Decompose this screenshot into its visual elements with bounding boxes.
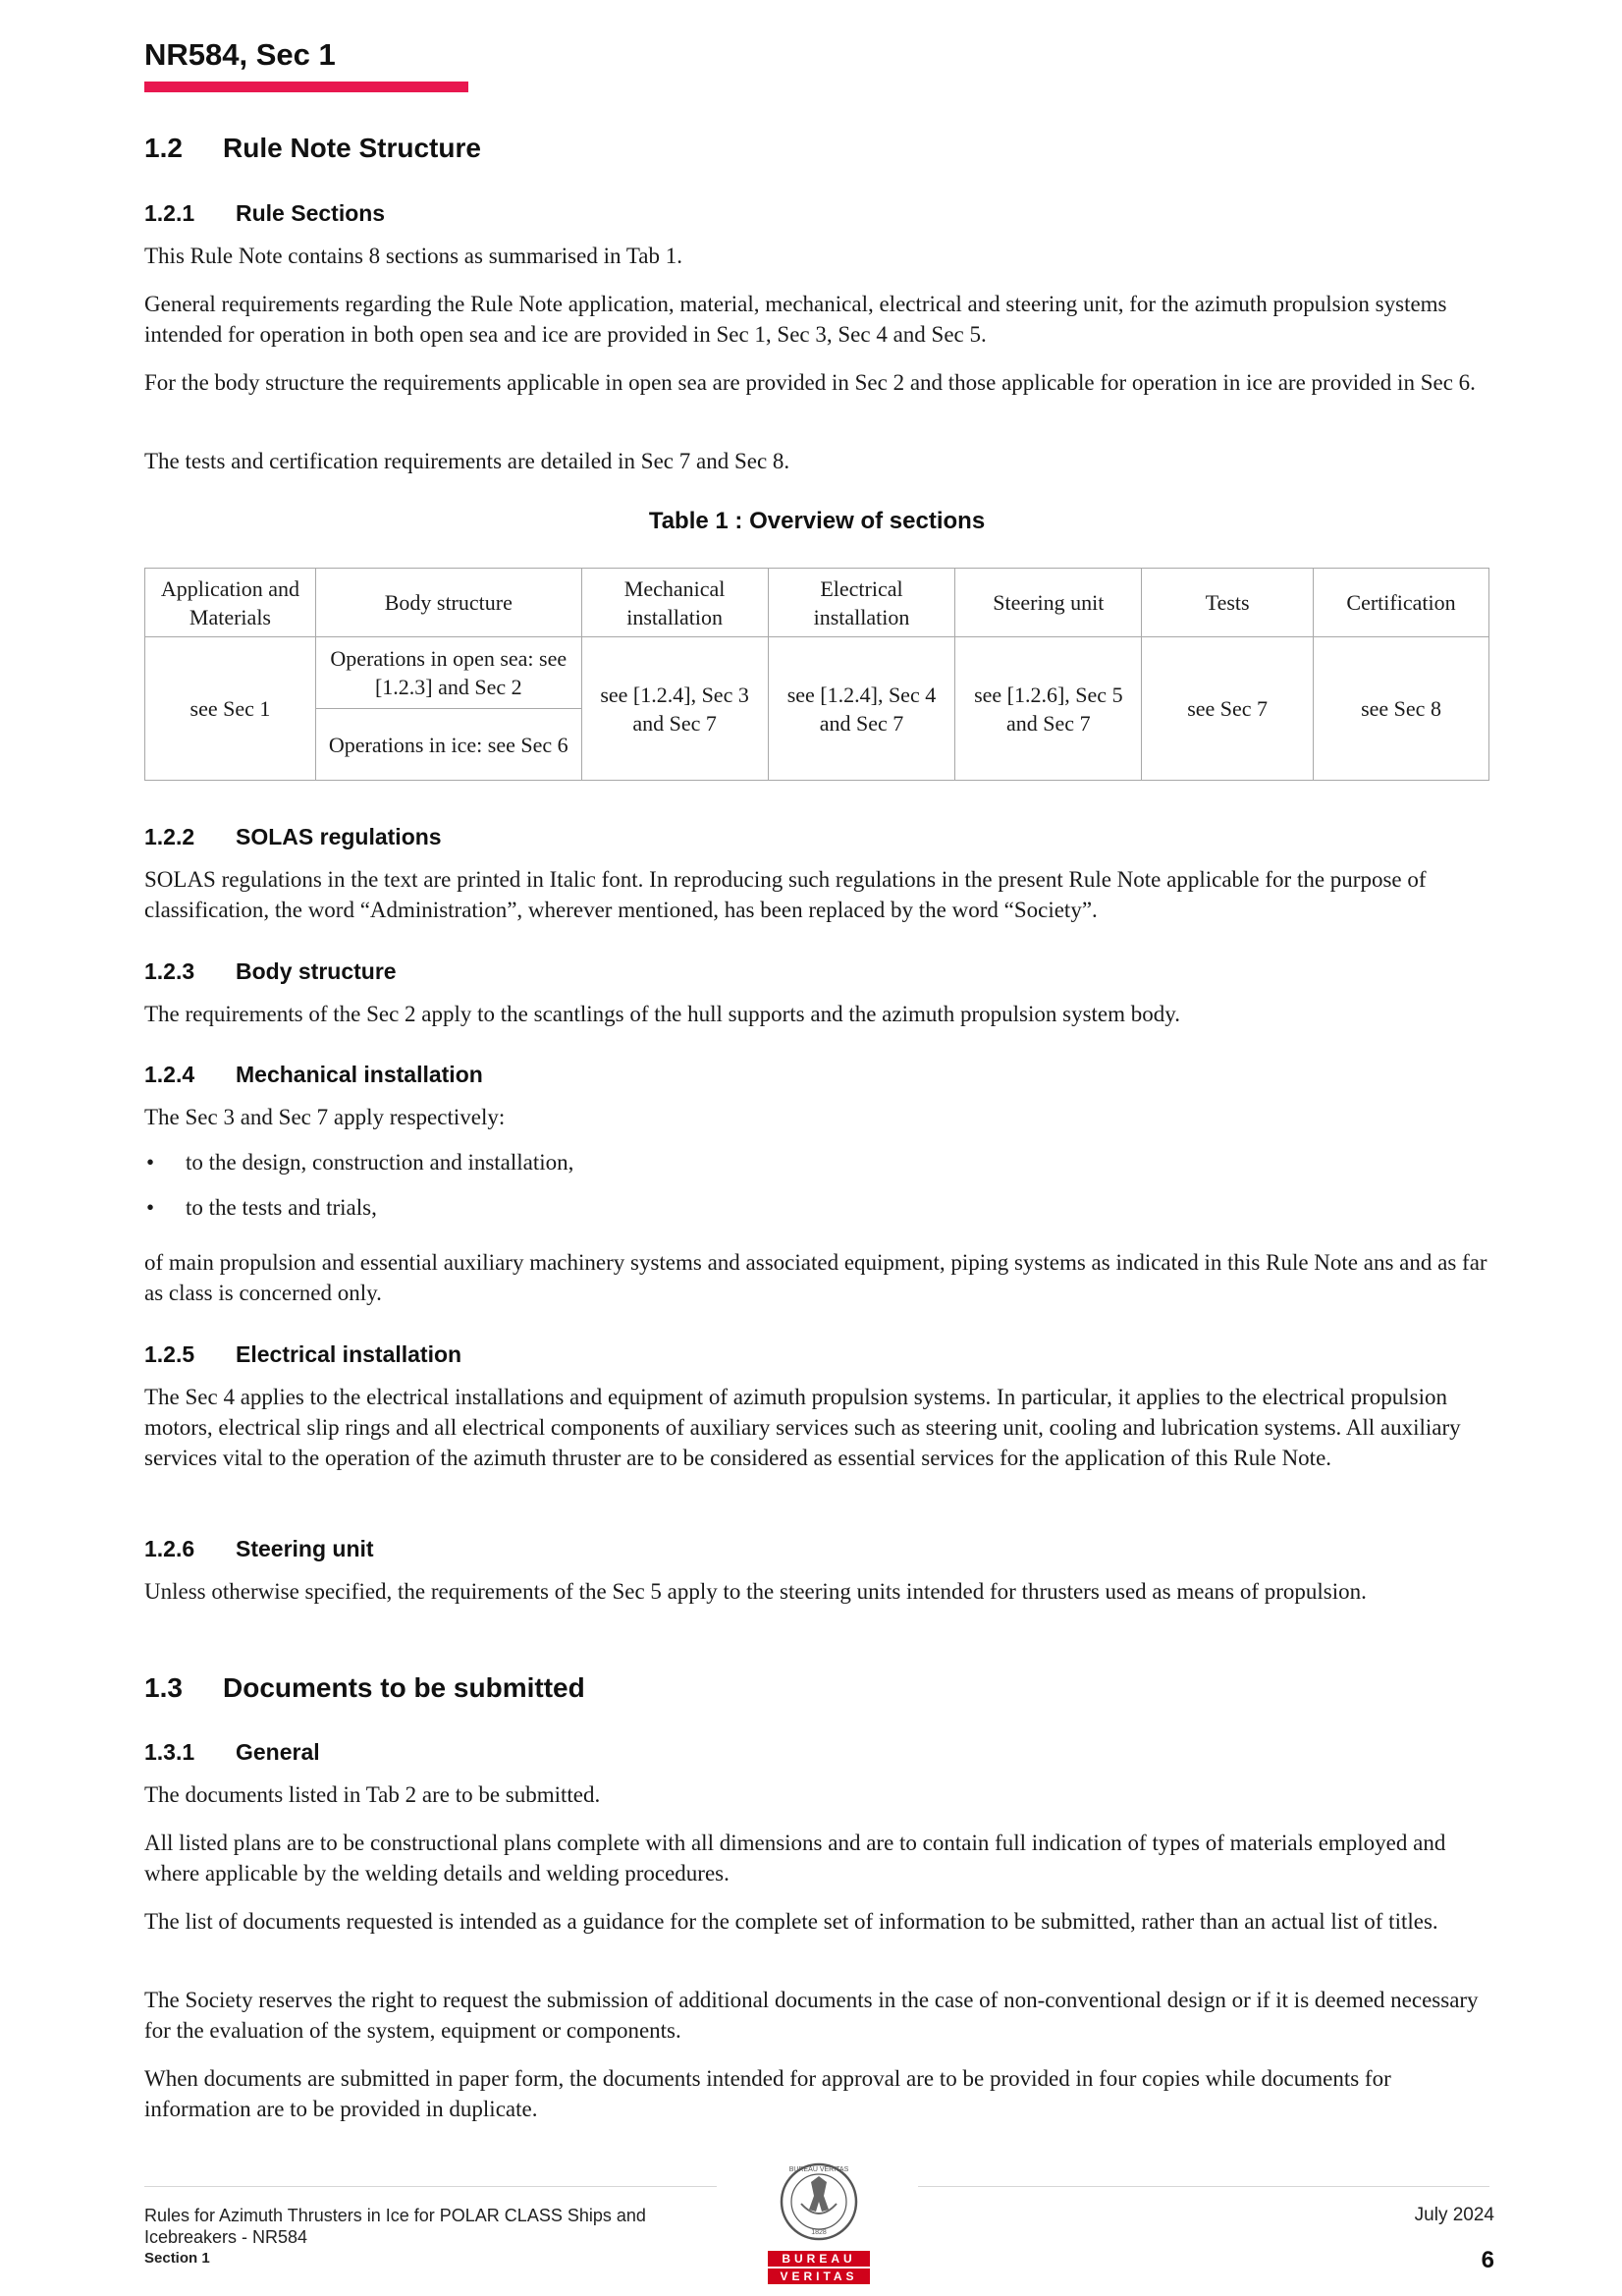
logo-label-bottom: VERITAS	[768, 2269, 870, 2284]
list-item-text: to the tests and trials,	[186, 1195, 377, 1220]
subsection-number: 1.2.2	[144, 824, 195, 849]
paragraph: The tests and certification requirements are detailed in Sec 7 and Sec 8.	[144, 449, 790, 473]
logo-ring-text: BUREAU VERITAS	[788, 2166, 849, 2173]
subsection-title: General	[236, 1739, 320, 1765]
section-title: Rule Note Structure	[223, 133, 481, 163]
footer-rule-left	[144, 2186, 717, 2187]
paragraph: All listed plans are to be constructional plans complete with all dimensions and are to contain full indication of types of materials employed and where applicable by the welding details and welding procedures.	[144, 1831, 1446, 1886]
section-heading-1-3	[144, 1672, 585, 1704]
footer-doc-title-line1: Rules for Azimuth Thrusters in Ice for POLAR CLASS Ships and	[144, 2206, 646, 2225]
table-cell: see [1.2.6], Sec 5 and Sec 7	[955, 637, 1142, 781]
paragraph: When documents are submitted in paper form, the documents intended for approval are to be provided in four copies while documents for information are to be provided in duplicate.	[144, 2066, 1391, 2121]
subsection-number: 1.2.1	[144, 200, 195, 226]
table-header-cell: Mechanical installation	[581, 569, 768, 637]
table-cell: see Sec 7	[1142, 637, 1314, 781]
subsection-heading-1-2-1	[144, 200, 385, 227]
subsection-number: 1.2.3	[144, 958, 195, 984]
overview-table	[144, 568, 1489, 781]
table-header-cell: Tests	[1142, 569, 1314, 637]
section-number: 1.3	[144, 1672, 183, 1703]
table-caption: Table 1 : Overview of sections	[648, 508, 986, 534]
list-item-text: to the design, construction and installation,	[186, 1150, 574, 1175]
table-cell: Operations in ice: see Sec 6	[315, 709, 581, 781]
paragraph: The Sec 4 applies to the electrical installations and equipment of azimuth propulsion systems. In particular, it applies to the electrical propulsion motors, electrical slip rings and all electrical components of auxiliary services such as steering unit, cooling and lubrication systems. All auxiliary services vital to the operation of the azimuth thruster are to be considered as essential services for the application of this Rule Note.	[144, 1385, 1461, 1470]
table-header-cell: Certification	[1314, 569, 1489, 637]
paragraph: The Society reserves the right to request the submission of additional documents in the case of non-conventional design or if it is deemed necessary for the evaluation of the system, equipment or components.	[144, 1988, 1479, 2043]
paragraph: General requirements regarding the Rule Note application, material, mechanical, electrical and steering unit, for the azimuth propulsion systems intended for operation in both open sea and ice are provided in Sec 1, Sec 3, Sec 4 and Sec 5.	[144, 292, 1447, 347]
paragraph: The documents listed in Tab 2 are to be submitted.	[144, 1782, 601, 1807]
footer-doc-title-line2: Icebreakers - NR584	[144, 2227, 308, 2247]
section-title: Documents to be submitted	[223, 1672, 585, 1703]
subsection-title: Electrical installation	[236, 1341, 462, 1367]
table-header-cell: Body structure	[315, 569, 581, 637]
paragraph: The list of documents requested is intended as a guidance for the complete set of information to be submitted, rather than an actual list of titles.	[144, 1909, 1438, 1934]
footer-document-info	[144, 2205, 733, 2269]
subsection-heading-1-3-1	[144, 1739, 320, 1766]
table-row	[145, 637, 1489, 709]
subsection-title: Rule Sections	[236, 200, 386, 226]
table-header-cell: Steering unit	[955, 569, 1142, 637]
table-header-cell: Electrical installation	[768, 569, 955, 637]
section-number: 1.2	[144, 133, 183, 163]
subsection-heading-1-2-4	[144, 1062, 483, 1088]
list-item	[144, 1192, 377, 1223]
table-cell: see [1.2.4], Sec 4 and Sec 7	[768, 637, 955, 781]
subsection-title: Body structure	[236, 958, 397, 984]
paragraph: Unless otherwise specified, the requirements of the Sec 5 apply to the steering units intended for thrusters used as means of propulsion.	[144, 1579, 1367, 1604]
subsection-heading-1-2-6	[144, 1536, 374, 1562]
subsection-title: Steering unit	[236, 1536, 374, 1561]
paragraph: This Rule Note contains 8 sections as summarised in Tab 1.	[144, 244, 682, 268]
logo-label-top: BUREAU	[768, 2251, 870, 2267]
logo-year: 1828	[811, 2229, 827, 2236]
footer-section: Section 1	[144, 2250, 210, 2267]
subsection-number: 1.2.4	[144, 1062, 195, 1087]
subsection-heading-1-2-5	[144, 1341, 461, 1368]
subsection-title: Mechanical installation	[236, 1062, 483, 1087]
subsection-title: SOLAS regulations	[236, 824, 442, 849]
section-heading-1-2	[144, 133, 481, 164]
page-number: 6	[1481, 2247, 1494, 2273]
subsection-number: 1.3.1	[144, 1739, 195, 1765]
paragraph: For the body structure the requirements applicable in open sea are provided in Sec 2 and those applicable for operation in ice are provided in Sec 6.	[144, 370, 1476, 395]
subsection-number: 1.2.5	[144, 1341, 195, 1367]
table-cell: see [1.2.4], Sec 3 and Sec 7	[581, 637, 768, 781]
paragraph: SOLAS regulations in the text are printed in Italic font. In reproducing such regulations in the present Rule Note applicable for the purpose of classification, the word “Administration”, wherever mentioned, has been replaced by the word “Society”.	[144, 867, 1427, 922]
table-cell: see Sec 8	[1314, 637, 1489, 781]
subsection-number: 1.2.6	[144, 1536, 195, 1561]
table-header-cell: Application and Materials	[145, 569, 316, 637]
list-item	[144, 1147, 573, 1177]
table-cell: Operations in open sea: see [1.2.3] and Sec 2	[315, 637, 581, 709]
paragraph: The Sec 3 and Sec 7 apply respectively:	[144, 1105, 506, 1129]
running-header: NR584, Sec 1	[144, 37, 336, 72]
bullet-icon: •	[146, 1195, 155, 1220]
bullet-icon: •	[146, 1150, 155, 1175]
header-accent-bar	[144, 82, 468, 92]
footer-rule-right	[918, 2186, 1489, 2187]
paragraph: of main propulsion and essential auxiliary machinery systems and associated equipment, piping systems as indicated in this Rule Note ans and as far as class is concerned only.	[144, 1250, 1487, 1305]
subsection-heading-1-2-2	[144, 824, 442, 850]
subsection-heading-1-2-3	[144, 958, 397, 985]
footer-date: July 2024	[1414, 2205, 1494, 2225]
table-cell: see Sec 1	[145, 637, 316, 781]
paragraph: The requirements of the Sec 2 apply to the scantlings of the hull supports and the azimuth propulsion system body.	[144, 1002, 1181, 1026]
table-header-row	[145, 569, 1489, 637]
